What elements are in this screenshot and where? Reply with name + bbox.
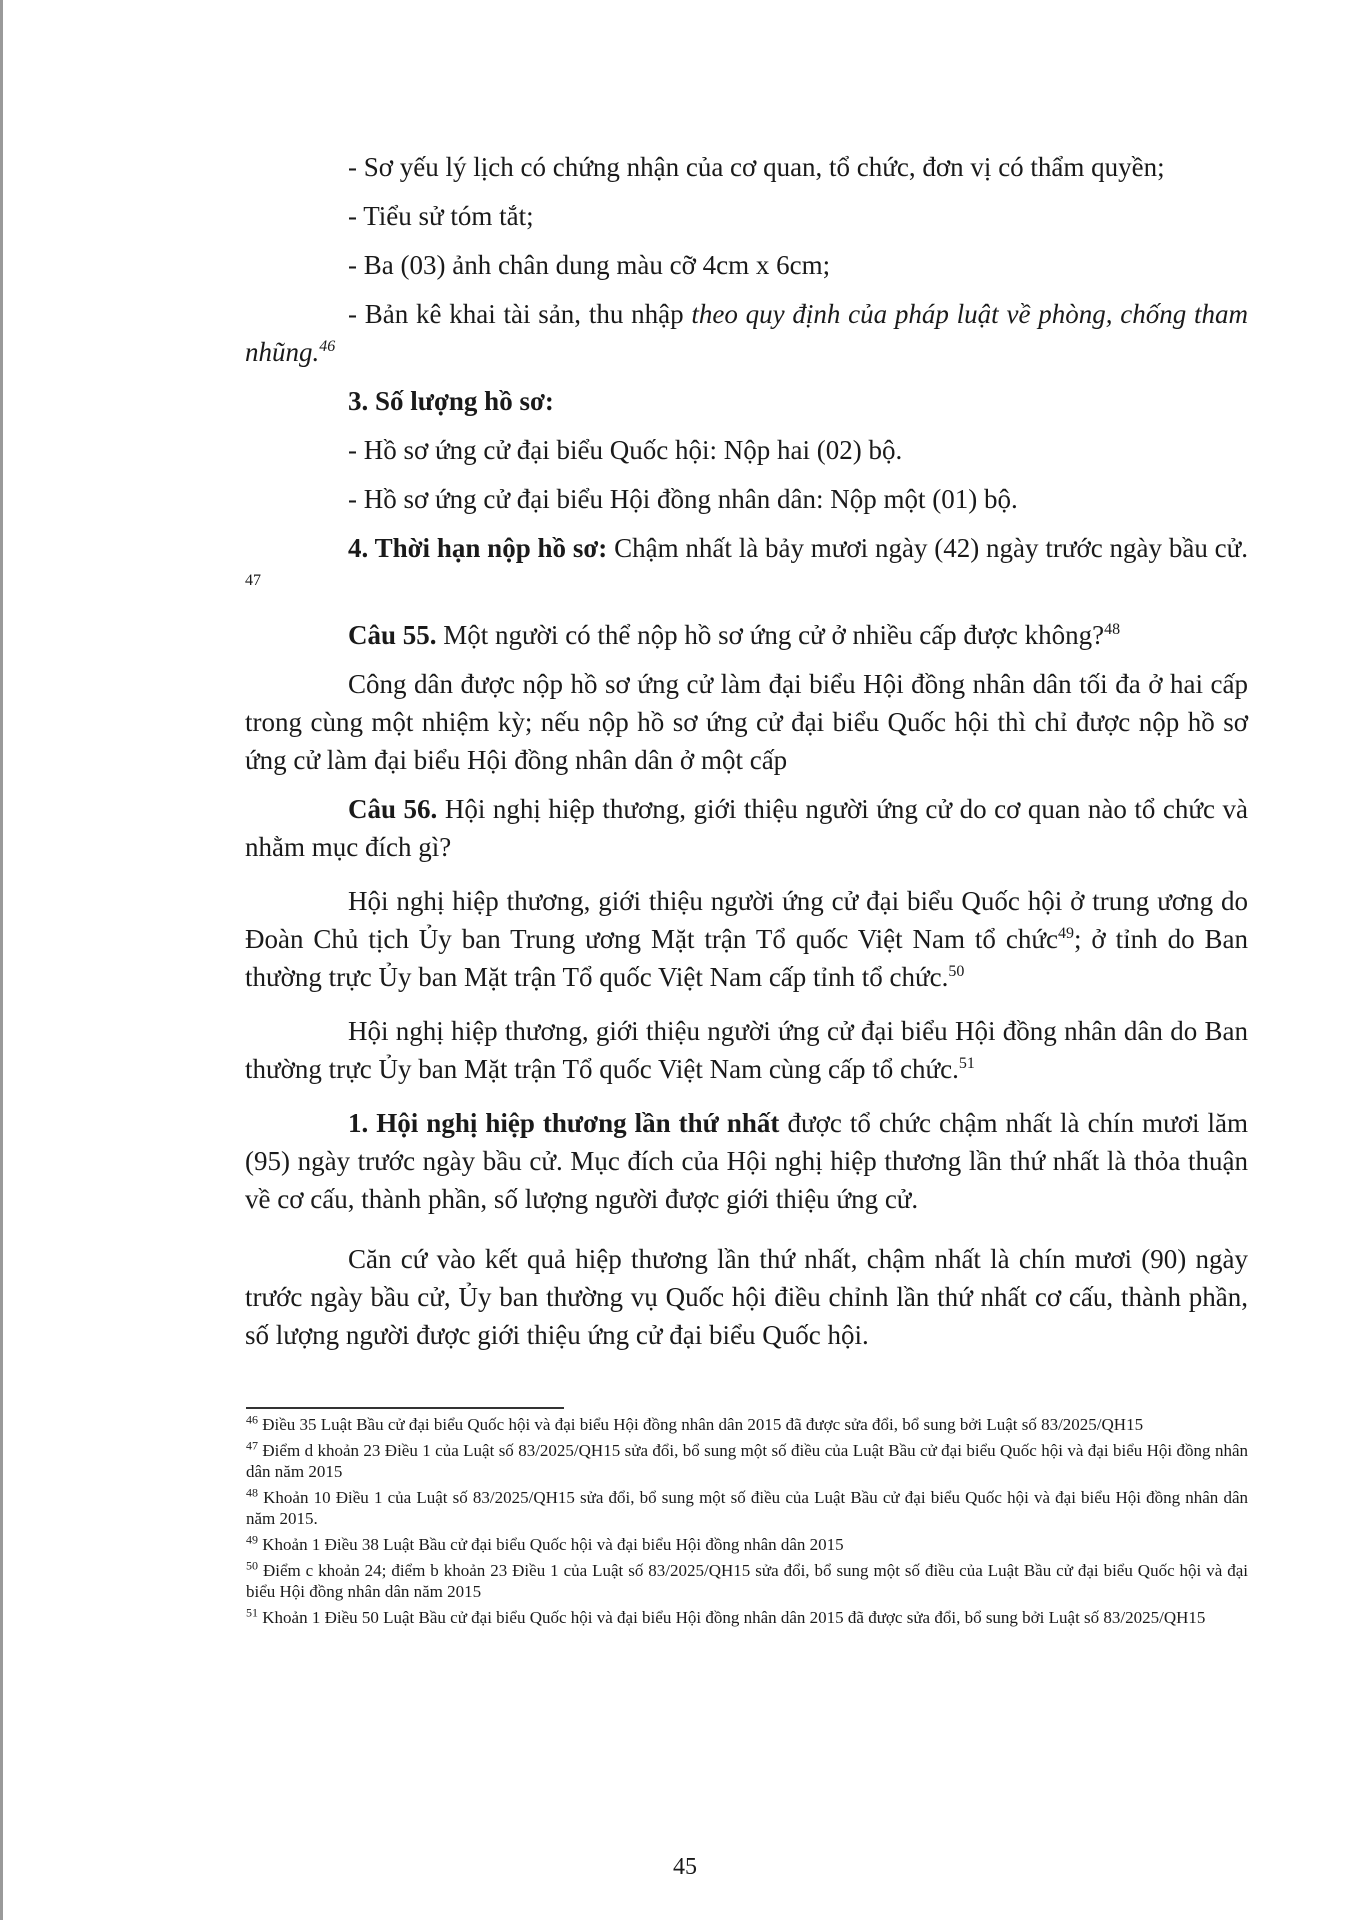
list-item: - Tiểu sử tóm tắt;: [348, 201, 534, 231]
subsection-heading: 1. Hội nghị hiệp thương lần thứ nhất: [348, 1108, 780, 1138]
footnote-ref: 50: [948, 963, 965, 980]
answer-55: Công dân được nộp hồ sơ ứng cử làm đại biểu Hội đồng nhân dân tối đa ở hai cấp trong cùng một nhiệm kỳ; nếu nộp hồ sơ ứng cử đại biểu Quốc hội thì chỉ được nộp hồ sơ ứng cử làm đại biểu Hội đồng nhân dân ở một cấp: [245, 669, 1248, 775]
page-edge: [0, 0, 3, 1920]
section-heading: 4. Thời hạn nộp hồ sơ:: [348, 533, 608, 563]
question-55: Câu 55. Một người có thể nộp hồ sơ ứng cử ở nhiều cấp được không?$^{48}$: [348, 620, 1121, 650]
answer-56-paragraph-4: Căn cứ vào kết quả hiệp thương lần thứ nhất, chậm nhất là chín mươi (90) ngày trước ngày bầu cử, Ủy ban thường vụ Quốc hội điều chỉnh lần thứ nhất cơ cấu, thành phần, số lượng người được giới thiệu ứng cử đại biểu Quốc hội.: [245, 1244, 1248, 1350]
section-4-paragraph: 4. Thời hạn nộp hồ sơ: Chậm nhất là bảy mươi ngày (42) ngày trước ngày bầu cử. $^{47}$: [245, 533, 1248, 589]
footnote-ref: 48: [1104, 621, 1121, 638]
page-body: [245, 148, 1249, 1354]
question-label: Câu 56.: [348, 794, 438, 824]
list-item: - Sơ yếu lý lịch có chứng nhận của cơ quan, tổ chức, đơn vị có thẩm quyền;: [348, 152, 1165, 182]
footnote-ref: 47: [245, 572, 261, 589]
question-label: Câu 55.: [348, 620, 437, 650]
footnote-ref: 46: [319, 338, 336, 355]
footnote-ref: 51: [958, 1055, 975, 1072]
footnote: $^{50}$ Điểm c khoản 24; điểm b khoản 23 Điều 1 của Luật số 83/2025/QH15 sửa đổi, bổ sung một số điều của Luật Bầu cử đại biểu Quốc hội và đại biểu Hội đồng nhân dân năm 2015: [246, 1558, 1248, 1601]
footnote: $^{48}$ Khoản 10 Điều 1 của Luật số 83/2025/QH15 sửa đổi, bổ sung một số điều của Luật Bầu cử đại biểu Quốc hội và đại biểu Hội đồng nhân dân năm 2015.: [246, 1485, 1248, 1528]
footnote-ref: 49: [1057, 925, 1074, 942]
footnote: $^{49}$ Khoản 1 Điều 38 Luật Bầu cử đại biểu Quốc hội và đại biểu Hội đồng nhân dân 2015: [246, 1532, 844, 1554]
footnote: $^{46}$ Điều 35 Luật Bầu cử đại biểu Quốc hội và đại biểu Hội đồng nhân dân 2015 đã được sửa đổi, bổ sung bởi Luật số 83/2025/QH15: [246, 1412, 1144, 1434]
footnote-separator: [246, 1407, 564, 1409]
list-item: - Hồ sơ ứng cử đại biểu Hội đồng nhân dân: Nộp một (01) bộ.: [348, 484, 1018, 514]
answer-56-paragraph-3: 1. Hội nghị hiệp thương lần thứ nhất được tổ chức chậm nhất là chín mươi lăm (95) ngày trước ngày bầu cử. Mục đích của Hội nghị hiệp thương lần thứ nhất là thỏa thuận về cơ cấu, thành phần, số lượng người được giới thiệu ứng cử.: [245, 1108, 1249, 1214]
section-heading: 3. Số lượng hồ sơ:: [348, 386, 554, 416]
page-number: 45: [673, 1854, 697, 1880]
footnotes: [246, 1414, 1248, 1633]
answer-56-paragraph-2: Hội nghị hiệp thương, giới thiệu người ứng cử đại biểu Hội đồng nhân dân do Ban thường trực Ủy ban Mặt trận Tổ quốc Việt Nam cùng cấp tổ chức.$^{51}$: [245, 1016, 1248, 1084]
list-item: - Hồ sơ ứng cử đại biểu Quốc hội: Nộp hai (02) bộ.: [348, 435, 903, 465]
list-item: - Ba (03) ảnh chân dung màu cỡ 4cm x 6cm;: [348, 250, 831, 280]
asset-declaration-item: [245, 295, 1248, 371]
answer-56-paragraph-1: Hội nghị hiệp thương, giới thiệu người ứng cử đại biểu Quốc hội ở trung ương do Đoàn Chủ tịch Ủy ban Trung ương Mặt trận Tổ quốc Việt Nam tổ chức$^{49}$; ở tỉnh do Ban thường trực Ủy ban Mặt trận Tổ quốc Việt Nam cấp tỉnh tổ chức.$^{50}$: [245, 886, 1248, 992]
footnote: $^{51}$ Khoản 1 Điều 50 Luật Bầu cử đại biểu Quốc hội và đại biểu Hội đồng nhân dân 2015 đã được sửa đổi, bổ sung bởi Luật số 83/2025/QH15: [246, 1605, 1206, 1627]
asset-lead: - Bản kê khai tài sản, thu nhập: [348, 299, 692, 329]
asset-italic: theo quy định của pháp luật về phòng, chống tham nhũng.: [245, 299, 1248, 367]
footnote: $^{47}$ Điểm d khoản 23 Điều 1 của Luật số 83/2025/QH15 sửa đổi, bổ sung một số điều của Luật Bầu cử đại biểu Quốc hội và đại biểu Hội đồng nhân dân năm 2015: [246, 1438, 1248, 1481]
question-56: Câu 56. Hội nghị hiệp thương, giới thiệu người ứng cử do cơ quan nào tổ chức và nhằm mục đích gì?: [245, 794, 1249, 862]
